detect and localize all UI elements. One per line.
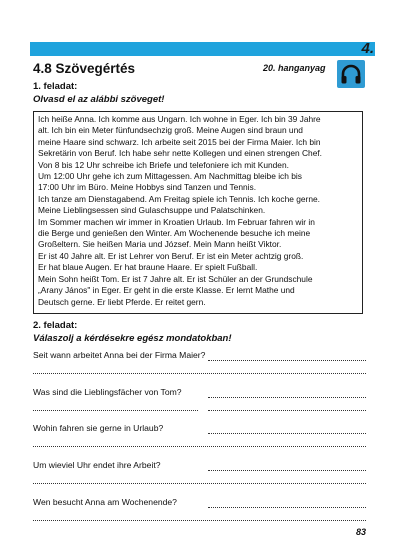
answer-line[interactable] [208, 433, 366, 434]
text-line: Meine Lieblingsessen sind Gulaschsuppe und Palatschinken. [38, 205, 266, 216]
answer-line[interactable] [208, 470, 366, 471]
section-title: 4.8 Szövegértés [33, 61, 136, 76]
reading-text-box [33, 111, 363, 314]
task2-instruction: Válaszolj a kérdésekre egész mondatokban! [33, 333, 232, 344]
answer-line[interactable] [33, 483, 366, 484]
answer-line[interactable] [208, 507, 366, 508]
answer-line[interactable] [33, 373, 366, 374]
chapter-number: 4. [361, 40, 374, 57]
answer-line[interactable] [208, 410, 366, 411]
text-line: Großeltern. Sie heißen Maria und József. Mein Mann heißt Viktor. [38, 239, 282, 250]
text-line: „Arany János" in Eger. Er geht in die erste Klasse. Er lernt Mathe und [38, 285, 295, 296]
text-line: Sekretärin von Beruf. Ich habe sehr nette Kollegen und einen strengen Chef. [38, 148, 323, 159]
question-2: Was sind die Lieblingsfächer von Tom? [33, 387, 182, 397]
headphones-icon[interactable] [337, 60, 365, 88]
question-3: Wohin fahren sie gerne in Urlaub? [33, 423, 164, 433]
text-line: Mein Sohn heißt Tom. Er ist 7 Jahre alt. Er ist Schüler an der Grundschule [38, 273, 313, 284]
text-line: Er hat blaue Augen. Er hat braune Haare. Er spielt Fußball. [38, 262, 258, 273]
chapter-band [30, 42, 375, 56]
answer-line[interactable] [208, 397, 366, 398]
text-line: Um 12:00 Uhr gehe ich zum Mittagessen. Am Nachmittag bleibe ich bis [38, 171, 302, 182]
task1-instruction: Olvasd el az alábbi szöveget! [33, 94, 165, 105]
question-4: Um wieviel Uhr endet ihre Arbeit? [33, 460, 161, 470]
question-1: Seit wann arbeitet Anna bei der Firma Maier? [33, 350, 206, 360]
text-line: 17:00 Uhr im Büro. Meine Hobbys sind Tanzen und Tennis. [38, 182, 257, 193]
text-line: Von 8 bis 12 Uhr schreibe ich Briefe und telefoniere ich mit Kunden. [38, 159, 289, 170]
answer-line[interactable] [33, 410, 198, 411]
page-number: 83 [355, 527, 366, 537]
text-line: meine Haare sind schwarz. Ich arbeite seit 2015 bei der Firma Maier. Ich bin [38, 136, 321, 147]
answer-line[interactable] [208, 360, 366, 361]
answer-line[interactable] [33, 446, 366, 447]
text-line: Er ist 40 Jahre alt. Er ist Lehrer von Beruf. Er ist ein Meter achtzig groß. [38, 250, 304, 261]
text-line: Deutsch gerne. Er liebt Pferde. Er reitet gern. [38, 296, 206, 307]
question-5: Wen besucht Anna am Wochenende? [33, 497, 177, 507]
task1-label: 1. feladat: [33, 81, 78, 92]
answer-line[interactable] [33, 520, 366, 521]
text-line: Ich heiße Anna. Ich komme aus Ungarn. Ich wohne in Eger. Ich bin 39 Jahre [38, 114, 321, 124]
task2-label: 2. feladat: [33, 320, 78, 331]
audio-track-label: 20. hanganyag [263, 63, 326, 73]
text-line: alt. Ich bin ein Meter fünfundsechzig groß. Meine Augen sind braun und [38, 125, 303, 136]
text-line: Im Sommer machen wir immer in Kroatien Urlaub. Im Februar fahren wir in [38, 216, 315, 227]
text-line: Ich tanze am Dienstagabend. Am Freitag spiele ich Tennis. Ich koche gerne. [38, 193, 320, 204]
text-line: die Berge und genießen den Winter. Am Wochenende besuche ich meine [38, 228, 311, 239]
